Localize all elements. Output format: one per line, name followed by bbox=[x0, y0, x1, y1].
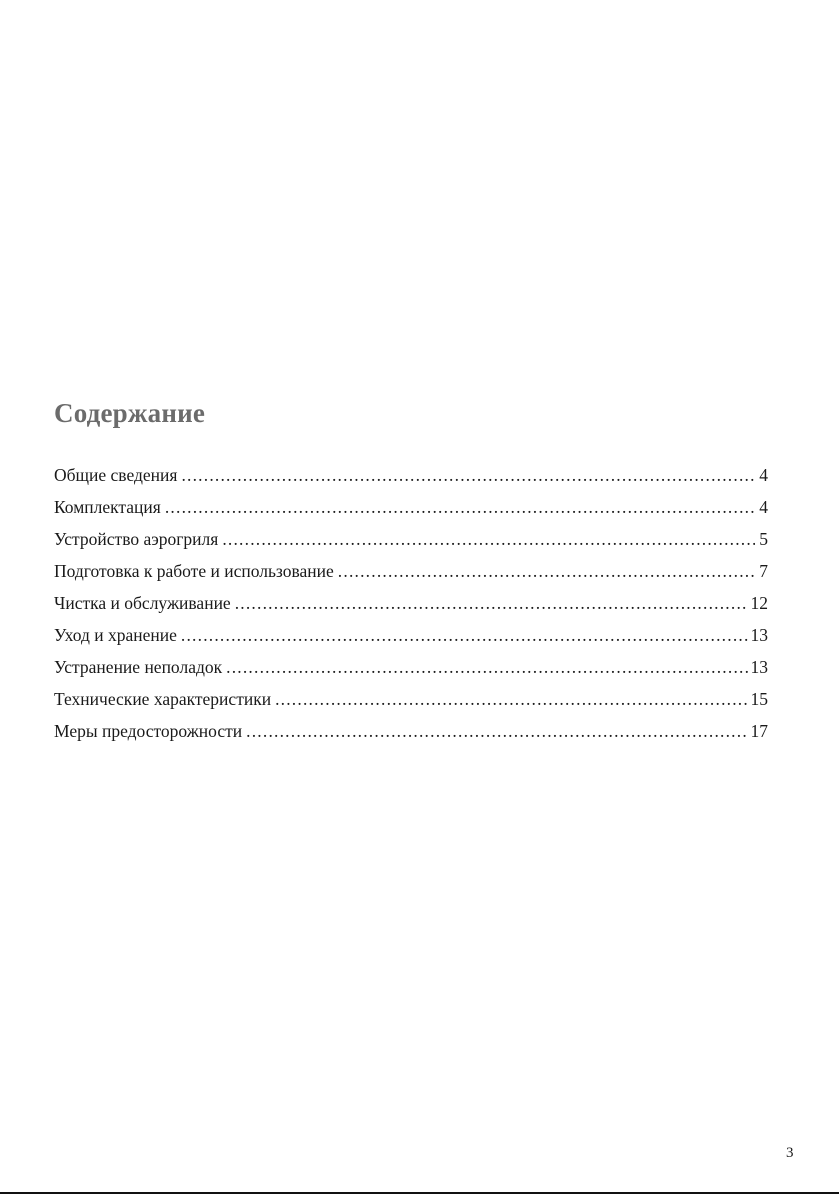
dot-leader bbox=[181, 619, 748, 651]
toc-entry-safety-precautions[interactable] bbox=[54, 715, 768, 747]
toc-entry-page: 15 bbox=[750, 689, 768, 709]
dot-leader bbox=[275, 683, 747, 715]
dot-leader bbox=[165, 491, 755, 523]
toc-entry-page: 12 bbox=[750, 593, 768, 613]
dot-leader bbox=[235, 587, 748, 619]
table-of-contents bbox=[54, 459, 768, 747]
toc-entry-page: 13 bbox=[750, 625, 768, 645]
toc-entry-label: Уход и хранение bbox=[54, 625, 177, 645]
page-number: 3 bbox=[786, 1145, 794, 1161]
dot-leader bbox=[226, 651, 747, 683]
toc-title: Содержание bbox=[54, 398, 206, 428]
toc-entry-page: 4 bbox=[759, 465, 768, 485]
toc-entry-label: Меры предосторожности bbox=[54, 721, 243, 741]
toc-entry-label: Устранение неполадок bbox=[54, 657, 223, 677]
toc-entry-specifications[interactable] bbox=[54, 683, 768, 715]
toc-entry-label: Чистка и обслуживание bbox=[54, 593, 231, 613]
toc-entry-label: Технические характеристики bbox=[54, 689, 272, 709]
toc-entry-general-info[interactable] bbox=[54, 459, 768, 491]
toc-entry-care-and-storage[interactable] bbox=[54, 619, 768, 651]
toc-entry-cleaning-and-maintenance[interactable] bbox=[54, 587, 768, 619]
bottom-divider bbox=[0, 1192, 839, 1194]
toc-entry-label: Подготовка к работе и использование bbox=[54, 561, 334, 581]
toc-entry-page: 5 bbox=[759, 529, 768, 549]
toc-entry-page: 7 bbox=[759, 561, 768, 581]
toc-entry-page: 17 bbox=[750, 721, 768, 741]
toc-entry-preparation-and-use[interactable] bbox=[54, 555, 768, 587]
toc-entry-troubleshooting[interactable] bbox=[54, 651, 768, 683]
dot-leader bbox=[222, 523, 755, 555]
toc-entry-device-layout[interactable] bbox=[54, 523, 768, 555]
dot-leader bbox=[181, 459, 755, 491]
toc-entry-page: 4 bbox=[759, 497, 768, 517]
toc-entry-label: Комплектация bbox=[54, 497, 161, 517]
dot-leader bbox=[338, 555, 755, 587]
toc-entry-label: Общие сведения bbox=[54, 465, 178, 485]
toc-entry-page: 13 bbox=[750, 657, 768, 677]
toc-entry-package-contents[interactable] bbox=[54, 491, 768, 523]
toc-entry-label: Устройство аэрогриля bbox=[54, 529, 219, 549]
dot-leader bbox=[246, 715, 747, 747]
